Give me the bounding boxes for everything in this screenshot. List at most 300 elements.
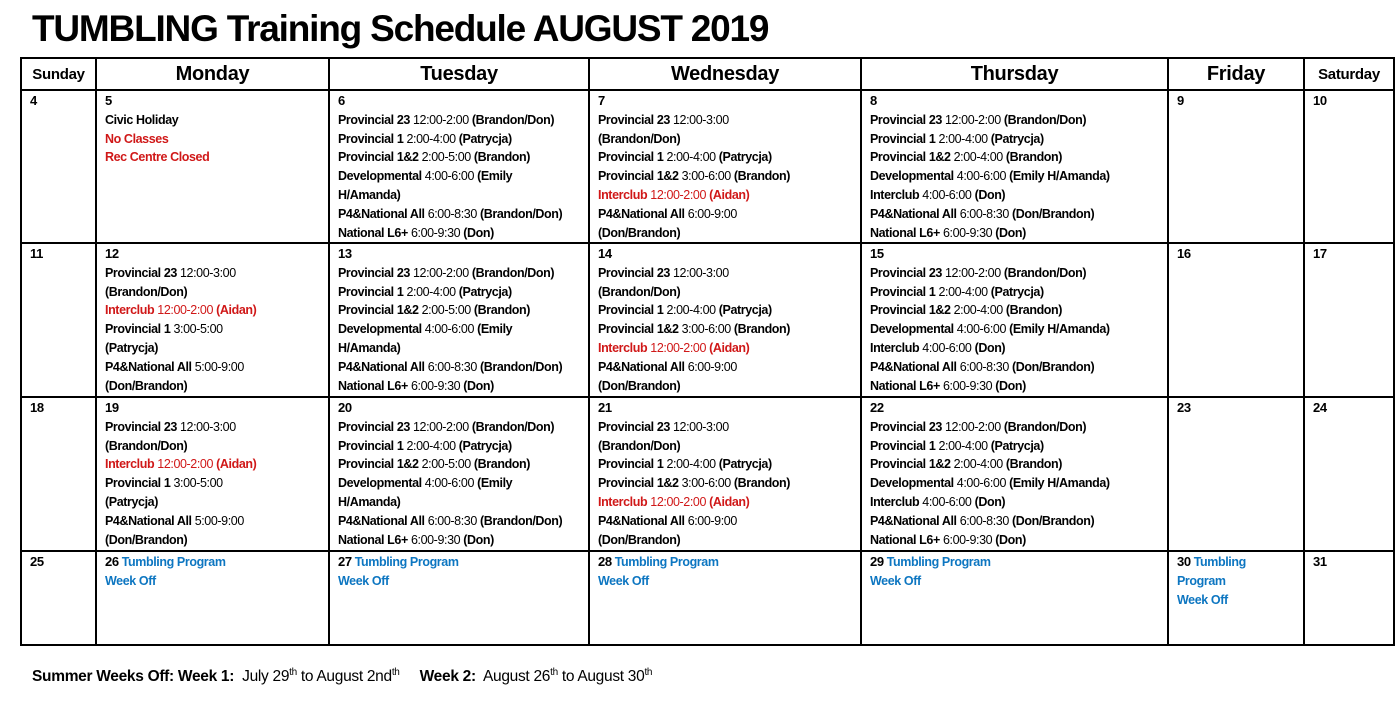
event-text: 4:00-6:00 bbox=[922, 494, 975, 509]
event-text-bold: (Brandon) bbox=[733, 476, 791, 491]
event-text: 4:00-6:00 bbox=[956, 476, 1010, 491]
event-text: 12:00-3:00 bbox=[180, 419, 236, 434]
day-cell-27 bbox=[329, 551, 589, 645]
event-text-bold: Provincial 23 bbox=[338, 112, 413, 127]
event-text-bold: Provincial 23 bbox=[338, 419, 413, 434]
day-number: 14 bbox=[598, 246, 612, 261]
event-text-bold: (Emily bbox=[477, 476, 513, 491]
event-line bbox=[598, 493, 857, 512]
event-line bbox=[338, 455, 585, 474]
event-text: 6:00-9:30 bbox=[410, 378, 464, 393]
event-line bbox=[338, 474, 585, 512]
event-text-bold: (Don) bbox=[463, 532, 494, 547]
day-number: 8 bbox=[870, 93, 877, 108]
day-cell-29 bbox=[861, 551, 1168, 645]
week-row bbox=[21, 551, 1394, 645]
event-line bbox=[338, 512, 585, 531]
day-cell-11 bbox=[21, 243, 96, 397]
event-text: 4:00-6:00 bbox=[922, 187, 975, 202]
event-text-bold: Provincial 1&2 bbox=[338, 150, 422, 165]
event-line bbox=[598, 455, 857, 474]
event-line bbox=[338, 148, 585, 167]
footer-text: to August 2nd bbox=[296, 668, 392, 685]
event-text: 2:00-4:00 bbox=[938, 284, 991, 299]
event-text-bold: P4&National All bbox=[598, 206, 688, 221]
event-text-bold: Interclub bbox=[598, 494, 651, 509]
weekday-header-thursday: Thursday bbox=[861, 58, 1168, 90]
event-line bbox=[598, 339, 857, 358]
day-cell-21 bbox=[589, 397, 861, 551]
day-number: 18 bbox=[30, 400, 44, 415]
footer-superscript: th bbox=[289, 666, 297, 678]
event-text-bold: (Don) bbox=[995, 225, 1026, 240]
event-text: 6:00-8:30 bbox=[427, 206, 480, 221]
event-line bbox=[870, 455, 1164, 474]
event-line bbox=[105, 474, 325, 512]
event-text-bold: Provincial 23 bbox=[598, 112, 673, 127]
event-text-bold: (Brandon) bbox=[733, 169, 791, 184]
event-text-bold: Interclub bbox=[105, 303, 158, 318]
event-text-bold: Provincial 23 bbox=[105, 265, 180, 280]
event-line bbox=[870, 320, 1164, 339]
event-line bbox=[105, 358, 325, 396]
day-number: 6 bbox=[338, 93, 345, 108]
event-line bbox=[338, 111, 585, 130]
day-cell-31 bbox=[1304, 551, 1394, 645]
event-text-bold: (Don/Brandon) bbox=[598, 378, 681, 393]
event-line bbox=[105, 455, 325, 474]
event-line bbox=[338, 531, 585, 550]
event-text-bold: (Patrycja) bbox=[105, 494, 158, 509]
weekday-header-friday: Friday bbox=[1168, 58, 1304, 90]
day-cell-content bbox=[870, 92, 1164, 242]
day-number: 5 bbox=[105, 93, 112, 108]
day-cell-16 bbox=[1168, 243, 1304, 397]
day-cell-content bbox=[1313, 399, 1390, 418]
day-number: 17 bbox=[1313, 246, 1327, 261]
event-line bbox=[598, 301, 857, 320]
event-text-bold: P4&National All bbox=[598, 513, 688, 528]
event-line bbox=[870, 531, 1164, 550]
event-text-bold: (Patrycja) bbox=[990, 438, 1044, 453]
week-row bbox=[21, 397, 1394, 551]
day-cell-22 bbox=[861, 397, 1168, 551]
event-text-bold: (Brandon) bbox=[473, 457, 531, 472]
event-text-bold: (Don/Brandon) bbox=[105, 532, 188, 547]
day-number: 9 bbox=[1177, 93, 1184, 108]
day-cell-content bbox=[105, 399, 325, 549]
event-line bbox=[105, 264, 325, 302]
event-text-bold: H/Amanda) bbox=[338, 340, 401, 355]
event-text-bold: Developmental bbox=[338, 476, 425, 491]
calendar-body bbox=[21, 90, 1394, 645]
event-text-bold: Provincial 1 bbox=[870, 438, 939, 453]
event-text: 2:00-4:00 bbox=[406, 131, 459, 146]
day-cell-25 bbox=[21, 551, 96, 645]
event-text: 3:00-6:00 bbox=[681, 476, 734, 491]
day-number: 30 bbox=[1177, 554, 1191, 569]
event-text: 2:00-4:00 bbox=[406, 284, 459, 299]
event-line bbox=[870, 418, 1164, 437]
event-line bbox=[598, 186, 857, 205]
event-text: 2:00-4:00 bbox=[666, 303, 719, 318]
event-line bbox=[105, 111, 325, 130]
event-line bbox=[598, 148, 857, 167]
footer-superscript: th bbox=[391, 666, 400, 678]
day-cell-26 bbox=[96, 551, 329, 645]
event-line bbox=[598, 264, 857, 302]
event-text-bold: (Patrycja) bbox=[718, 457, 772, 472]
footer-text-bold: Summer Weeks Off: Week 1: bbox=[32, 668, 235, 685]
event-line bbox=[338, 437, 585, 456]
day-cell-5 bbox=[96, 90, 329, 243]
day-number: 13 bbox=[338, 246, 352, 261]
event-text: 6:00-8:30 bbox=[959, 513, 1012, 528]
event-text-bold: Developmental bbox=[338, 322, 425, 337]
event-line bbox=[105, 512, 325, 550]
event-text-bold: (Emily bbox=[477, 322, 513, 337]
event-text-bold: (Aidan) bbox=[216, 303, 257, 318]
event-text-bold: Provincial 23 bbox=[870, 419, 945, 434]
event-text-bold: (Brandon) bbox=[473, 303, 531, 318]
event-line bbox=[870, 512, 1164, 531]
event-text-bold: (Don) bbox=[974, 340, 1006, 355]
day-cell-6 bbox=[329, 90, 589, 243]
event-text-bold: (Don) bbox=[463, 378, 494, 393]
event-text: 6:00-8:30 bbox=[959, 206, 1012, 221]
event-text-bold: National L6+ bbox=[338, 225, 411, 240]
day-cell-10 bbox=[1304, 90, 1394, 243]
event-line bbox=[870, 205, 1164, 224]
footer-text-bold: Week 2: bbox=[419, 668, 476, 685]
week-off-note: Tumbling Program Week Off bbox=[338, 555, 459, 588]
day-cell-content bbox=[338, 553, 585, 591]
event-text: 6:00-9:00 bbox=[687, 359, 737, 374]
day-number: 26 bbox=[105, 554, 119, 569]
day-number: 19 bbox=[105, 400, 119, 415]
event-text-bold: No Classes bbox=[105, 131, 169, 146]
day-number: 10 bbox=[1313, 93, 1327, 108]
event-text-bold: (Brandon/Don) bbox=[1003, 419, 1087, 434]
day-number: 16 bbox=[1177, 246, 1191, 261]
day-number: 22 bbox=[870, 400, 884, 415]
event-text-bold: (Brandon) bbox=[1005, 150, 1063, 165]
event-text: 4:00-6:00 bbox=[424, 169, 478, 184]
day-cell-content bbox=[1177, 92, 1300, 111]
event-line bbox=[598, 111, 857, 149]
event-text-bold: Provincial 1 bbox=[105, 322, 174, 337]
day-cell-content bbox=[338, 399, 585, 549]
event-text: 6:00-9:00 bbox=[687, 206, 737, 221]
event-text-bold: (Brandon/Don) bbox=[479, 359, 563, 374]
event-text-bold: (Patrycja) bbox=[990, 131, 1044, 146]
event-text-bold: Developmental bbox=[338, 169, 425, 184]
event-text: 2:00-4:00 bbox=[666, 457, 719, 472]
event-text: 2:00-4:00 bbox=[953, 303, 1006, 318]
weekday-header-wednesday: Wednesday bbox=[589, 58, 861, 90]
day-cell-20 bbox=[329, 397, 589, 551]
footer-text bbox=[400, 668, 420, 685]
event-line bbox=[870, 148, 1164, 167]
event-line bbox=[870, 493, 1164, 512]
day-cell-content bbox=[30, 245, 92, 264]
event-text: 6:00-8:30 bbox=[427, 359, 480, 374]
event-text-bold: (Aidan) bbox=[709, 340, 750, 355]
event-text: 12:00-3:00 bbox=[180, 265, 236, 280]
event-line bbox=[338, 167, 585, 205]
event-text-bold: (Brandon/Don) bbox=[1003, 112, 1087, 127]
day-cell-30 bbox=[1168, 551, 1304, 645]
event-text: 3:00-6:00 bbox=[681, 322, 734, 337]
event-text-bold: P4&National All bbox=[870, 513, 960, 528]
day-cell-content bbox=[1177, 399, 1300, 418]
event-text: 6:00-8:30 bbox=[427, 513, 480, 528]
week-off-note: Tumbling Program Week Off bbox=[105, 555, 226, 588]
event-text-bold: (Don/Brandon) bbox=[598, 225, 681, 240]
event-text-bold: P4&National All bbox=[870, 359, 960, 374]
day-number: 21 bbox=[598, 400, 612, 415]
footer-text: July 29 bbox=[234, 668, 290, 685]
event-text-bold: Interclub bbox=[870, 340, 923, 355]
event-text: 2:00-4:00 bbox=[406, 438, 459, 453]
event-text-bold: (Brandon/Don) bbox=[598, 438, 681, 453]
day-cell-content bbox=[105, 92, 325, 167]
event-text: 6:00-9:30 bbox=[942, 378, 996, 393]
day-cell-9 bbox=[1168, 90, 1304, 243]
event-text-bold: P4&National All bbox=[598, 359, 688, 374]
event-text-bold: (Brandon/Don) bbox=[1003, 265, 1087, 280]
event-text: 5:00-9:00 bbox=[194, 513, 244, 528]
event-text-bold: (Brandon/Don) bbox=[598, 131, 681, 146]
day-cell-4 bbox=[21, 90, 96, 243]
event-text-bold: Interclub bbox=[870, 494, 923, 509]
event-text: 12:00-2:00 bbox=[945, 265, 1004, 280]
event-text: 12:00-3:00 bbox=[673, 265, 729, 280]
event-text: 2:00-4:00 bbox=[938, 131, 991, 146]
day-cell-content bbox=[30, 92, 92, 111]
event-text: 12:00-3:00 bbox=[673, 112, 729, 127]
event-text-bold: Rec Centre Closed bbox=[105, 150, 210, 165]
event-text: 4:00-6:00 bbox=[922, 340, 975, 355]
event-text: 3:00-5:00 bbox=[173, 322, 223, 337]
event-text: 12:00-2:00 bbox=[157, 303, 217, 318]
event-text: 12:00-2:00 bbox=[413, 112, 472, 127]
event-text-bold: Provincial 1 bbox=[870, 131, 939, 146]
event-text-bold: Provincial 1 bbox=[338, 438, 407, 453]
event-text-bold: (Brandon) bbox=[1005, 303, 1063, 318]
event-text-bold: (Brandon/Don) bbox=[471, 112, 555, 127]
day-cell-content bbox=[338, 92, 585, 242]
event-text-bold: P4&National All bbox=[338, 206, 428, 221]
event-line bbox=[870, 437, 1164, 456]
event-text-bold: (Patrycja) bbox=[105, 340, 158, 355]
event-text-bold: P4&National All bbox=[105, 359, 195, 374]
day-cell-content bbox=[30, 399, 92, 418]
event-text-bold: (Don/Brandon) bbox=[105, 378, 188, 393]
event-text-bold: Provincial 1 bbox=[598, 457, 667, 472]
event-text-bold: (Patrycja) bbox=[718, 150, 772, 165]
day-cell-19 bbox=[96, 397, 329, 551]
event-text-bold: P4&National All bbox=[338, 359, 428, 374]
event-text-bold: (Patrycja) bbox=[458, 131, 512, 146]
event-text: 12:00-3:00 bbox=[673, 419, 729, 434]
event-line bbox=[338, 377, 585, 396]
event-text: 4:00-6:00 bbox=[956, 322, 1010, 337]
day-cell-content bbox=[105, 553, 325, 591]
event-text: 12:00-2:00 bbox=[945, 419, 1004, 434]
day-cell-content bbox=[870, 553, 1164, 591]
event-text-bold: (Brandon) bbox=[473, 150, 531, 165]
event-text-bold: (Don) bbox=[995, 532, 1026, 547]
event-text: 3:00-5:00 bbox=[173, 476, 223, 491]
day-cell-content bbox=[1313, 92, 1390, 111]
day-number: 12 bbox=[105, 246, 119, 261]
event-line bbox=[338, 205, 585, 224]
day-cell-content bbox=[598, 92, 857, 242]
event-text: 6:00-9:00 bbox=[687, 513, 737, 528]
day-cell-content bbox=[1177, 553, 1300, 609]
event-line bbox=[105, 130, 325, 149]
event-text-bold: (Patrycja) bbox=[458, 284, 512, 299]
event-text-bold: (Brandon) bbox=[733, 322, 791, 337]
event-text-bold: Provincial 1 bbox=[338, 131, 407, 146]
event-text-bold: Interclub bbox=[105, 457, 158, 472]
day-number: 7 bbox=[598, 93, 605, 108]
event-line bbox=[105, 320, 325, 358]
event-text-bold: (Patrycja) bbox=[990, 284, 1044, 299]
event-text: 5:00-9:00 bbox=[194, 359, 244, 374]
weekday-header-tuesday: Tuesday bbox=[329, 58, 589, 90]
event-text-bold: (Emily H/Amanda) bbox=[1009, 322, 1110, 337]
event-line bbox=[598, 320, 857, 339]
footer-superscript: th bbox=[550, 666, 558, 678]
day-number: 29 bbox=[870, 554, 884, 569]
week-row bbox=[21, 243, 1394, 397]
event-text-bold: Provincial 23 bbox=[105, 419, 180, 434]
event-text-bold: (Patrycja) bbox=[458, 438, 512, 453]
event-text-bold: P4&National All bbox=[105, 513, 195, 528]
event-text-bold: Interclub bbox=[598, 187, 651, 202]
event-text-bold: Developmental bbox=[870, 169, 957, 184]
event-line bbox=[338, 224, 585, 242]
event-text-bold: (Brandon/Don) bbox=[479, 513, 563, 528]
day-number: 4 bbox=[30, 93, 37, 108]
event-text-bold: H/Amanda) bbox=[338, 187, 401, 202]
event-line bbox=[870, 283, 1164, 302]
event-text-bold: Developmental bbox=[870, 476, 957, 491]
day-cell-15 bbox=[861, 243, 1168, 397]
event-text-bold: (Brandon/Don) bbox=[479, 206, 563, 221]
event-text-bold: National L6+ bbox=[338, 532, 411, 547]
event-text-bold: Provincial 1&2 bbox=[870, 150, 954, 165]
day-cell-13 bbox=[329, 243, 589, 397]
weekday-header-saturday: Saturday bbox=[1304, 58, 1394, 90]
day-cell-content bbox=[338, 245, 585, 395]
event-text-bold: Provincial 1 bbox=[598, 303, 667, 318]
event-line bbox=[105, 418, 325, 456]
event-text-bold: (Don/Brandon) bbox=[1011, 206, 1095, 221]
day-cell-17 bbox=[1304, 243, 1394, 397]
event-line bbox=[338, 130, 585, 149]
event-text-bold: H/Amanda) bbox=[338, 494, 401, 509]
event-text-bold: National L6+ bbox=[870, 378, 943, 393]
event-text: 4:00-6:00 bbox=[956, 169, 1010, 184]
day-cell-7 bbox=[589, 90, 861, 243]
event-text: 6:00-9:30 bbox=[942, 225, 996, 240]
event-text-bold: (Don/Brandon) bbox=[1011, 513, 1095, 528]
event-text-bold: National L6+ bbox=[870, 532, 943, 547]
event-text: 12:00-2:00 bbox=[413, 265, 472, 280]
event-line bbox=[870, 167, 1164, 186]
event-text-bold: (Emily H/Amanda) bbox=[1009, 476, 1110, 491]
weekday-header-row bbox=[21, 58, 1394, 90]
event-text: 4:00-6:00 bbox=[424, 322, 478, 337]
event-line bbox=[338, 358, 585, 377]
event-text: 2:00-5:00 bbox=[421, 457, 474, 472]
event-text-bold: Provincial 1&2 bbox=[598, 476, 682, 491]
day-cell-12 bbox=[96, 243, 329, 397]
event-text-bold: Provincial 23 bbox=[870, 112, 945, 127]
event-line bbox=[338, 283, 585, 302]
event-text-bold: Provincial 23 bbox=[338, 265, 413, 280]
event-text-bold: Provincial 1&2 bbox=[338, 303, 422, 318]
event-line bbox=[598, 205, 857, 242]
event-text: 12:00-2:00 bbox=[650, 340, 710, 355]
event-text-bold: Provincial 1&2 bbox=[598, 169, 682, 184]
day-number: 11 bbox=[30, 246, 43, 261]
week-off-note: Tumbling Program Week Off bbox=[598, 555, 719, 588]
event-text-bold: Provincial 1&2 bbox=[598, 322, 682, 337]
footer-text: August 26 bbox=[475, 668, 551, 685]
event-text-bold: Provincial 23 bbox=[870, 265, 945, 280]
event-text-bold: (Emily bbox=[477, 169, 513, 184]
calendar-table bbox=[20, 57, 1395, 646]
event-text-bold: Developmental bbox=[870, 322, 957, 337]
weekday-header-sunday: Sunday bbox=[21, 58, 96, 90]
event-line bbox=[870, 358, 1164, 377]
event-text-bold: Interclub bbox=[598, 340, 651, 355]
day-cell-content bbox=[1313, 553, 1390, 572]
event-text-bold: (Don/Brandon) bbox=[598, 532, 681, 547]
weekday-header-monday: Monday bbox=[96, 58, 329, 90]
event-line bbox=[338, 301, 585, 320]
event-line bbox=[870, 301, 1164, 320]
event-text-bold: P4&National All bbox=[870, 206, 960, 221]
event-text-bold: Provincial 1 bbox=[105, 476, 174, 491]
event-line bbox=[870, 224, 1164, 242]
week-row bbox=[21, 90, 1394, 243]
event-text-bold: (Brandon/Don) bbox=[471, 265, 555, 280]
event-text: 6:00-9:30 bbox=[410, 532, 464, 547]
event-line bbox=[338, 320, 585, 358]
event-text: 4:00-6:00 bbox=[424, 476, 478, 491]
event-line bbox=[338, 418, 585, 437]
day-number: 24 bbox=[1313, 400, 1327, 415]
event-text-bold: (Patrycja) bbox=[718, 303, 772, 318]
day-cell-content bbox=[1313, 245, 1390, 264]
event-line bbox=[598, 474, 857, 493]
event-text-bold: National L6+ bbox=[338, 378, 411, 393]
event-text-bold: (Aidan) bbox=[709, 187, 750, 202]
event-line bbox=[870, 474, 1164, 493]
event-text-bold: Provincial 23 bbox=[598, 419, 673, 434]
event-text-bold: Provincial 1&2 bbox=[870, 457, 954, 472]
week-off-note: Tumbling Program Week Off bbox=[870, 555, 991, 588]
event-line bbox=[870, 264, 1164, 283]
event-text: 12:00-2:00 bbox=[157, 457, 217, 472]
day-cell-14 bbox=[589, 243, 861, 397]
event-text-bold: Provincial 23 bbox=[598, 265, 673, 280]
